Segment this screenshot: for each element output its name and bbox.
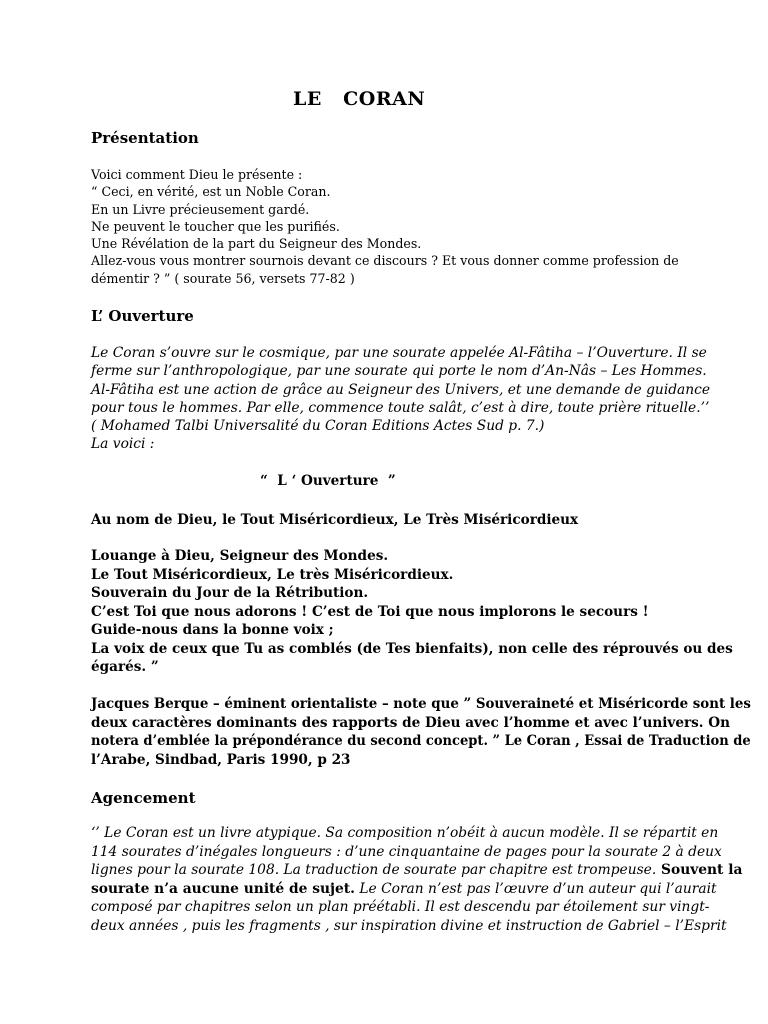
berque-paragraph — [91, 695, 751, 769]
text-line: 114 sourates d’inégales longueurs : d’une cinquantaine de pages pour la sourate 2 à deux — [91, 843, 722, 860]
text-line: l’Arabe, Sindbad, Paris 1990, p 23 — [91, 751, 351, 768]
text-line: démentir ? ” ( sourate 56, versets 77-82 ) — [91, 270, 355, 286]
text-line: ferme sur l’anthropologique, par une sourate qui porte le nom d’An-Nâs – Les Hommes. — [91, 363, 707, 380]
verse-line: C’est Toi que nous adorons ! C’est de Toi que nous implorons le secours ! — [91, 603, 649, 620]
bold-segment: Souvent la — [656, 862, 743, 879]
text-line: Allez-vous vous montrer sournois devant ce discours ? Et vous donner comme profession de — [91, 253, 679, 269]
italic-segment: Le Coran n’est pas l’œuvre d’un auteur qui l’aurait — [355, 880, 717, 897]
verse-line: Louange à Dieu, Seigneur des Mondes. — [91, 548, 389, 564]
text-line — [91, 861, 743, 880]
text-line: deux caractères dominants des rapports de Dieu avec l’homme et avec l’univers. On — [91, 714, 730, 731]
section-heading-agencement: Agencement — [91, 789, 196, 807]
text-line: En un Livre précieusement gardé. — [91, 201, 310, 217]
verse-line: Guide-nous dans la bonne voix ; — [91, 622, 334, 638]
text-line: ‘’ Le Coran est un livre atypique. Sa composition n’obéit à aucun modèle. Il se répartit en — [91, 825, 719, 841]
italic-segment: lignes pour la sourate 108. La traduction de sourate par chapitre est trompeuse. — [91, 862, 657, 879]
text-line — [91, 880, 731, 899]
text-line: deux années , puis les fragments , sur inspiration divine et instruction de Gabriel – l’Esprit — [91, 917, 727, 934]
text-line: Le Coran s’ouvre sur le cosmique, par une sourate appelée Al-Fâtiha – l’Ouverture. Il se — [91, 345, 707, 361]
ouverture-quote — [91, 344, 731, 454]
text-line: Au nom de Dieu, le Tout Miséricordieux, Le Très Miséricordieux — [91, 512, 579, 528]
section-heading-presentation: Présentation — [91, 129, 199, 147]
text-line: pour tous le hommes. Par elle, commence toute salât, c’est à dire, toute prière rituelle.’’ — [91, 399, 710, 416]
text-line: ( Mohamed Talbi Universalité du Coran Editions Actes Sud p. 7.) — [91, 418, 545, 435]
basmala — [91, 511, 731, 530]
text-line: Une Révélation de la part du Seigneur des Mondes. — [91, 236, 422, 252]
text-line: Al-Fâtiha est une action de grâce au Seigneur des Univers, et une demande de guidance — [91, 381, 711, 398]
text-line: La voici : — [91, 436, 155, 453]
agencement-paragraph — [91, 824, 743, 936]
text-line: Ne peuvent le toucher que les purifiés. — [91, 218, 340, 234]
verse-line: La voix de ceux que Tu as comblés (de Tes bienfaits), non celle des réprouvés ou des — [91, 640, 733, 657]
verse-line: Le Tout Miséricordieux, Le très Miséricordieux. — [91, 566, 454, 583]
text-line: Voici comment Dieu le présente : — [91, 167, 303, 182]
text-line: Jacques Berque – éminent orientaliste – note que ” Souveraineté et Miséricorde sont les — [91, 696, 751, 712]
text-line: composé par chapitres selon un plan préétabli. Il est descendu par étoilement sur vingt- — [91, 899, 710, 916]
section-heading-ouverture: L’ Ouverture — [91, 307, 194, 325]
page-title: LE CORAN — [293, 88, 426, 110]
bold-segment: sourate n’a aucune unité de sujet. — [91, 880, 355, 897]
presentation-paragraph — [91, 166, 731, 287]
sura-title: “ L ‘ Ouverture ” — [260, 473, 396, 489]
verse-line: égarés. ” — [91, 659, 159, 675]
verse-line: Souverain du Jour de la Rétribution. — [91, 585, 369, 601]
text-line: notera d’emblée la prépondérance du second concept. ” Le Coran , Essai de Traduction de — [91, 733, 751, 749]
text-line: “ Ceci, en vérité, est un Noble Coran. — [91, 184, 331, 200]
sura-verses — [91, 547, 731, 677]
